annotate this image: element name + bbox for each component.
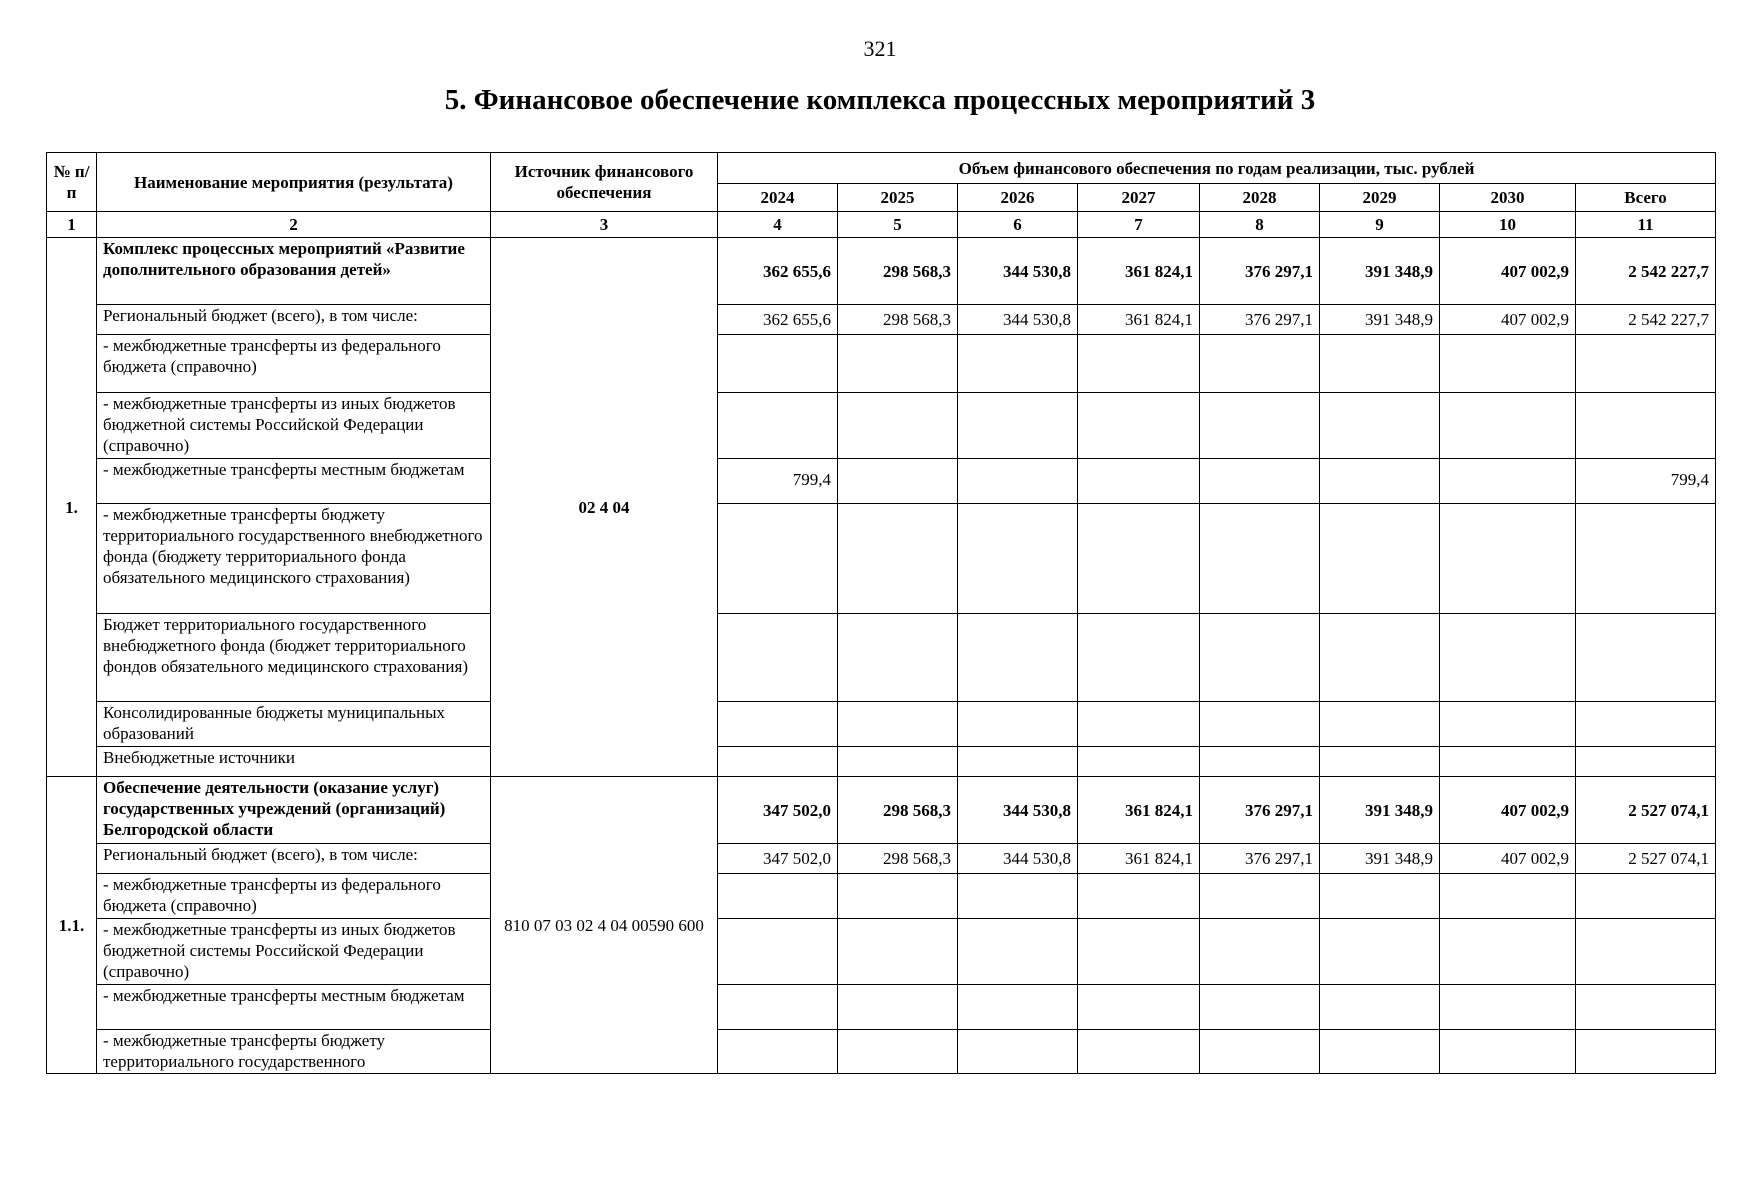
- value-cell: [1200, 985, 1320, 1030]
- value-cell: 344 530,8: [958, 305, 1078, 335]
- table-row: [47, 747, 1716, 777]
- value-cell: [718, 747, 838, 777]
- value-cell: [718, 874, 838, 919]
- header-year: 2025: [838, 184, 958, 212]
- value-cell: [1440, 919, 1576, 985]
- value-cell: [1200, 747, 1320, 777]
- row-name: - межбюджетные трансферты из федерального бюджета (справочно): [97, 335, 491, 393]
- value-cell: [718, 335, 838, 393]
- header-year: 2030: [1440, 184, 1576, 212]
- value-cell: 407 002,9: [1440, 305, 1576, 335]
- value-cell: [1078, 614, 1200, 702]
- row-number: 1.: [47, 238, 97, 777]
- value-cell: [1576, 614, 1716, 702]
- value-cell: [718, 985, 838, 1030]
- value-cell: 799,4: [718, 459, 838, 504]
- value-cell: [838, 702, 958, 747]
- row-name: - межбюджетные трансферты бюджету территориального государственного внебюджетного фонда (бюджету территориального фонда обязательного медицинского страхования): [97, 504, 491, 614]
- value-cell: 347 502,0: [718, 844, 838, 874]
- value-cell: [718, 919, 838, 985]
- row-name: Обеспечение деятельности (оказание услуг) государственных учреждений (организаций) Белгородской области: [97, 777, 491, 844]
- value-cell: 407 002,9: [1440, 777, 1576, 844]
- value-cell: [838, 985, 958, 1030]
- header-name: Наименование мероприятия (результата): [97, 153, 491, 212]
- value-cell: [1078, 985, 1200, 1030]
- value-cell: 361 824,1: [1078, 238, 1200, 305]
- financing-table: [46, 152, 1716, 1074]
- col-number: 2: [97, 212, 491, 238]
- value-cell: 347 502,0: [718, 777, 838, 844]
- row-name: Внебюджетные источники: [97, 747, 491, 777]
- row-name: Консолидированные бюджеты муниципальных образований: [97, 702, 491, 747]
- table-row: [47, 459, 1716, 504]
- funding-source-code: 810 07 03 02 4 04 00590 600: [491, 777, 718, 1074]
- value-cell: [718, 702, 838, 747]
- col-number: 6: [958, 212, 1078, 238]
- value-cell: [1576, 702, 1716, 747]
- value-cell: [1078, 459, 1200, 504]
- value-cell: [958, 985, 1078, 1030]
- value-cell: [838, 393, 958, 459]
- table-row: [47, 305, 1716, 335]
- header-volume: Объем финансового обеспечения по годам реализации, тыс. рублей: [718, 153, 1716, 184]
- value-cell: [1440, 393, 1576, 459]
- value-cell: 391 348,9: [1320, 844, 1440, 874]
- value-cell: 407 002,9: [1440, 844, 1576, 874]
- row-name: - межбюджетные трансферты местным бюджетам: [97, 985, 491, 1030]
- row-name: - межбюджетные трансферты местным бюджетам: [97, 459, 491, 504]
- value-cell: 361 824,1: [1078, 305, 1200, 335]
- value-cell: [718, 504, 838, 614]
- value-cell: 799,4: [1576, 459, 1716, 504]
- value-cell: 376 297,1: [1200, 238, 1320, 305]
- table-row: [47, 844, 1716, 874]
- value-cell: 2 527 074,1: [1576, 844, 1716, 874]
- value-cell: 298 568,3: [838, 844, 958, 874]
- value-cell: [1200, 335, 1320, 393]
- value-cell: [1440, 1030, 1576, 1074]
- value-cell: [1078, 335, 1200, 393]
- row-name: - межбюджетные трансферты из федерального бюджета (справочно): [97, 874, 491, 919]
- value-cell: [1576, 985, 1716, 1030]
- row-name: - межбюджетные трансферты из иных бюджетов бюджетной системы Российской Федерации (справочно): [97, 919, 491, 985]
- value-cell: 391 348,9: [1320, 777, 1440, 844]
- value-cell: [1440, 747, 1576, 777]
- value-cell: [958, 702, 1078, 747]
- col-number: 9: [1320, 212, 1440, 238]
- col-number: 1: [47, 212, 97, 238]
- value-cell: [838, 874, 958, 919]
- value-cell: [1320, 919, 1440, 985]
- value-cell: [1440, 614, 1576, 702]
- value-cell: [1320, 702, 1440, 747]
- value-cell: 2 542 227,7: [1576, 305, 1716, 335]
- table-row: [47, 874, 1716, 919]
- value-cell: [1200, 393, 1320, 459]
- value-cell: [1320, 614, 1440, 702]
- value-cell: 361 824,1: [1078, 844, 1200, 874]
- value-cell: [838, 335, 958, 393]
- value-cell: 298 568,3: [838, 238, 958, 305]
- value-cell: [1320, 985, 1440, 1030]
- value-cell: 362 655,6: [718, 305, 838, 335]
- value-cell: 344 530,8: [958, 777, 1078, 844]
- value-cell: 407 002,9: [1440, 238, 1576, 305]
- value-cell: [958, 459, 1078, 504]
- value-cell: 361 824,1: [1078, 777, 1200, 844]
- value-cell: [1576, 1030, 1716, 1074]
- col-number: 10: [1440, 212, 1576, 238]
- value-cell: [1320, 747, 1440, 777]
- col-number: 3: [491, 212, 718, 238]
- header-source: Источник финансового обеспечения: [491, 153, 718, 212]
- header-total: Всего: [1576, 184, 1716, 212]
- value-cell: [958, 1030, 1078, 1074]
- value-cell: 2 542 227,7: [1576, 238, 1716, 305]
- value-cell: [838, 1030, 958, 1074]
- header-year: 2029: [1320, 184, 1440, 212]
- funding-source-code: 02 4 04: [491, 238, 718, 777]
- value-cell: [1078, 919, 1200, 985]
- value-cell: [1576, 393, 1716, 459]
- value-cell: [1078, 747, 1200, 777]
- table-row: [47, 1030, 1716, 1074]
- header-year: 2024: [718, 184, 838, 212]
- row-name: Региональный бюджет (всего), в том числе:: [97, 305, 491, 335]
- col-number: 7: [1078, 212, 1200, 238]
- value-cell: [1320, 504, 1440, 614]
- row-name: Комплекс процессных мероприятий «Развитие дополнительного образования детей»: [97, 238, 491, 305]
- value-cell: [1200, 459, 1320, 504]
- table-row: [47, 504, 1716, 614]
- row-name: Региональный бюджет (всего), в том числе:: [97, 844, 491, 874]
- value-cell: [718, 1030, 838, 1074]
- value-cell: [958, 614, 1078, 702]
- value-cell: 391 348,9: [1320, 238, 1440, 305]
- value-cell: [1320, 459, 1440, 504]
- value-cell: 376 297,1: [1200, 844, 1320, 874]
- value-cell: 344 530,8: [958, 844, 1078, 874]
- value-cell: [1078, 702, 1200, 747]
- col-number: 11: [1576, 212, 1716, 238]
- table-row: [47, 985, 1716, 1030]
- value-cell: [838, 919, 958, 985]
- table-row: [47, 702, 1716, 747]
- header-num: № п/п: [47, 153, 97, 212]
- value-cell: [838, 614, 958, 702]
- value-cell: [1200, 702, 1320, 747]
- table-row: [47, 614, 1716, 702]
- table-row: [47, 335, 1716, 393]
- col-number: 5: [838, 212, 958, 238]
- value-cell: [718, 393, 838, 459]
- value-cell: 376 297,1: [1200, 777, 1320, 844]
- value-cell: 362 655,6: [718, 238, 838, 305]
- row-number: 1.1.: [47, 777, 97, 1074]
- value-cell: [1440, 985, 1576, 1030]
- value-cell: [1200, 614, 1320, 702]
- value-cell: [1576, 919, 1716, 985]
- value-cell: [958, 504, 1078, 614]
- value-cell: [1576, 335, 1716, 393]
- value-cell: [1440, 504, 1576, 614]
- row-name: - межбюджетные трансферты из иных бюджетов бюджетной системы Российской Федерации (справочно): [97, 393, 491, 459]
- page-title: 5. Финансовое обеспечение комплекса процессных мероприятий 3: [444, 84, 1316, 116]
- value-cell: [1200, 874, 1320, 919]
- value-cell: [1078, 393, 1200, 459]
- value-cell: [1440, 459, 1576, 504]
- value-cell: [958, 747, 1078, 777]
- value-cell: 2 527 074,1: [1576, 777, 1716, 844]
- value-cell: [958, 874, 1078, 919]
- value-cell: [1320, 874, 1440, 919]
- value-cell: 376 297,1: [1200, 305, 1320, 335]
- value-cell: [1200, 1030, 1320, 1074]
- value-cell: [838, 747, 958, 777]
- value-cell: [1200, 919, 1320, 985]
- value-cell: [1320, 393, 1440, 459]
- value-cell: [1078, 874, 1200, 919]
- header-year: 2027: [1078, 184, 1200, 212]
- value-cell: [1440, 702, 1576, 747]
- value-cell: [1320, 1030, 1440, 1074]
- value-cell: 298 568,3: [838, 777, 958, 844]
- value-cell: [1200, 504, 1320, 614]
- value-cell: 298 568,3: [838, 305, 958, 335]
- col-number: 4: [718, 212, 838, 238]
- value-cell: [958, 919, 1078, 985]
- value-cell: [1576, 874, 1716, 919]
- header-year: 2026: [958, 184, 1078, 212]
- row-name: - межбюджетные трансферты бюджету территориального государственного: [97, 1030, 491, 1074]
- value-cell: [958, 335, 1078, 393]
- value-cell: [1576, 504, 1716, 614]
- value-cell: [1320, 335, 1440, 393]
- table-row: [47, 919, 1716, 985]
- value-cell: 391 348,9: [1320, 305, 1440, 335]
- value-cell: [958, 393, 1078, 459]
- value-cell: [838, 504, 958, 614]
- value-cell: 344 530,8: [958, 238, 1078, 305]
- row-name: Бюджет территориального государственного внебюджетного фонда (бюджет территориального фондов обязательного медицинского страхования): [97, 614, 491, 702]
- value-cell: [718, 614, 838, 702]
- value-cell: [1440, 335, 1576, 393]
- value-cell: [1576, 747, 1716, 777]
- value-cell: [838, 459, 958, 504]
- table-row: [47, 393, 1716, 459]
- col-number: 8: [1200, 212, 1320, 238]
- page-number: 321: [863, 36, 897, 61]
- value-cell: [1078, 1030, 1200, 1074]
- table-row: [47, 238, 1716, 305]
- value-cell: [1440, 874, 1576, 919]
- header-year: 2028: [1200, 184, 1320, 212]
- value-cell: [1078, 504, 1200, 614]
- table-row: [47, 777, 1716, 844]
